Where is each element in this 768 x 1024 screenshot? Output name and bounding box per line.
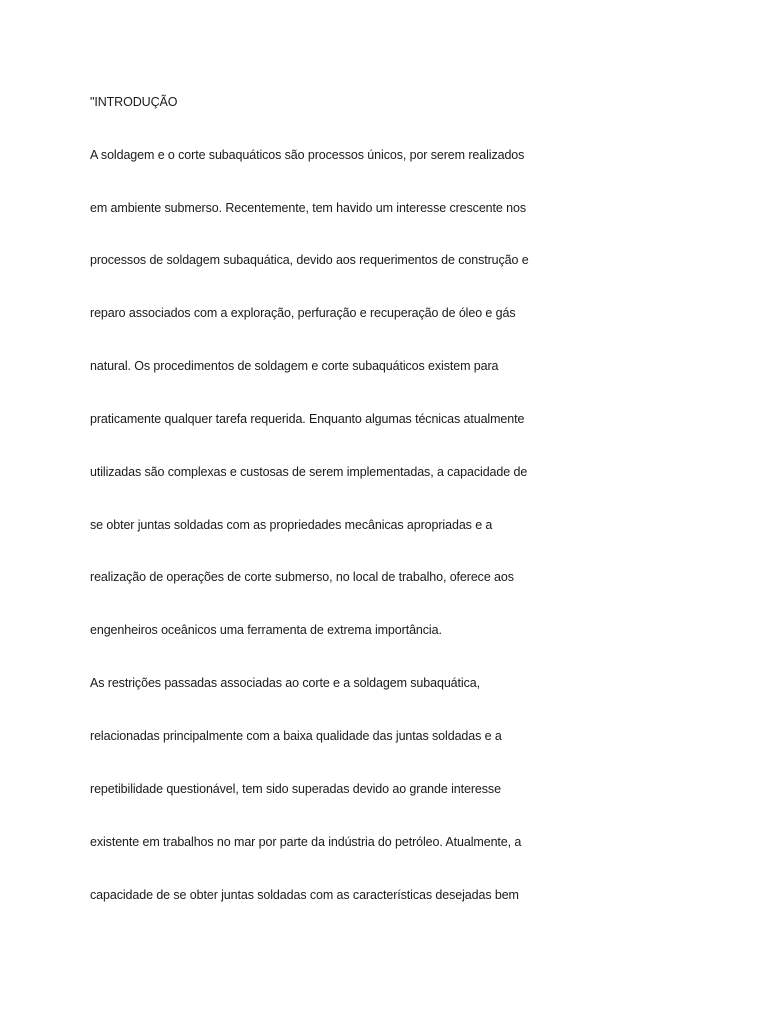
text-line: engenheiros oceânicos uma ferramenta de extrema importância. xyxy=(90,623,442,637)
text-line: reparo associados com a exploração, perfuração e recuperação de óleo e gás xyxy=(90,306,516,320)
text-line: As restrições passadas associadas ao corte e a soldagem subaquática, xyxy=(90,676,480,690)
text-line: existente em trabalhos no mar por parte da indústria do petróleo. Atualmente, a xyxy=(90,835,522,849)
text-line: A soldagem e o corte subaquáticos são processos únicos, por serem realizados xyxy=(90,148,525,162)
text-line: relacionadas principalmente com a baixa qualidade das juntas soldadas e a xyxy=(90,729,502,743)
text-line: praticamente qualquer tarefa requerida. Enquanto algumas técnicas atualmente xyxy=(90,412,525,426)
text-line: realização de operações de corte submerso, no local de trabalho, oferece aos xyxy=(90,570,514,584)
text-line: natural. Os procedimentos de soldagem e corte subaquáticos existem para xyxy=(90,359,499,373)
text-line: repetibilidade questionável, tem sido superadas devido ao grande interesse xyxy=(90,782,501,796)
heading: "INTRODUÇÃO xyxy=(90,95,178,109)
text-line: se obter juntas soldadas com as propriedades mecânicas apropriadas e a xyxy=(90,518,493,532)
text-line: utilizadas são complexas e custosas de serem implementadas, a capacidade de xyxy=(90,465,528,479)
text-line: capacidade de se obter juntas soldadas com as características desejadas bem xyxy=(90,888,519,902)
text-line: processos de soldagem subaquática, devido aos requerimentos de construção e xyxy=(90,253,529,267)
text-line: em ambiente submerso. Recentemente, tem havido um interesse crescente nos xyxy=(90,201,526,215)
